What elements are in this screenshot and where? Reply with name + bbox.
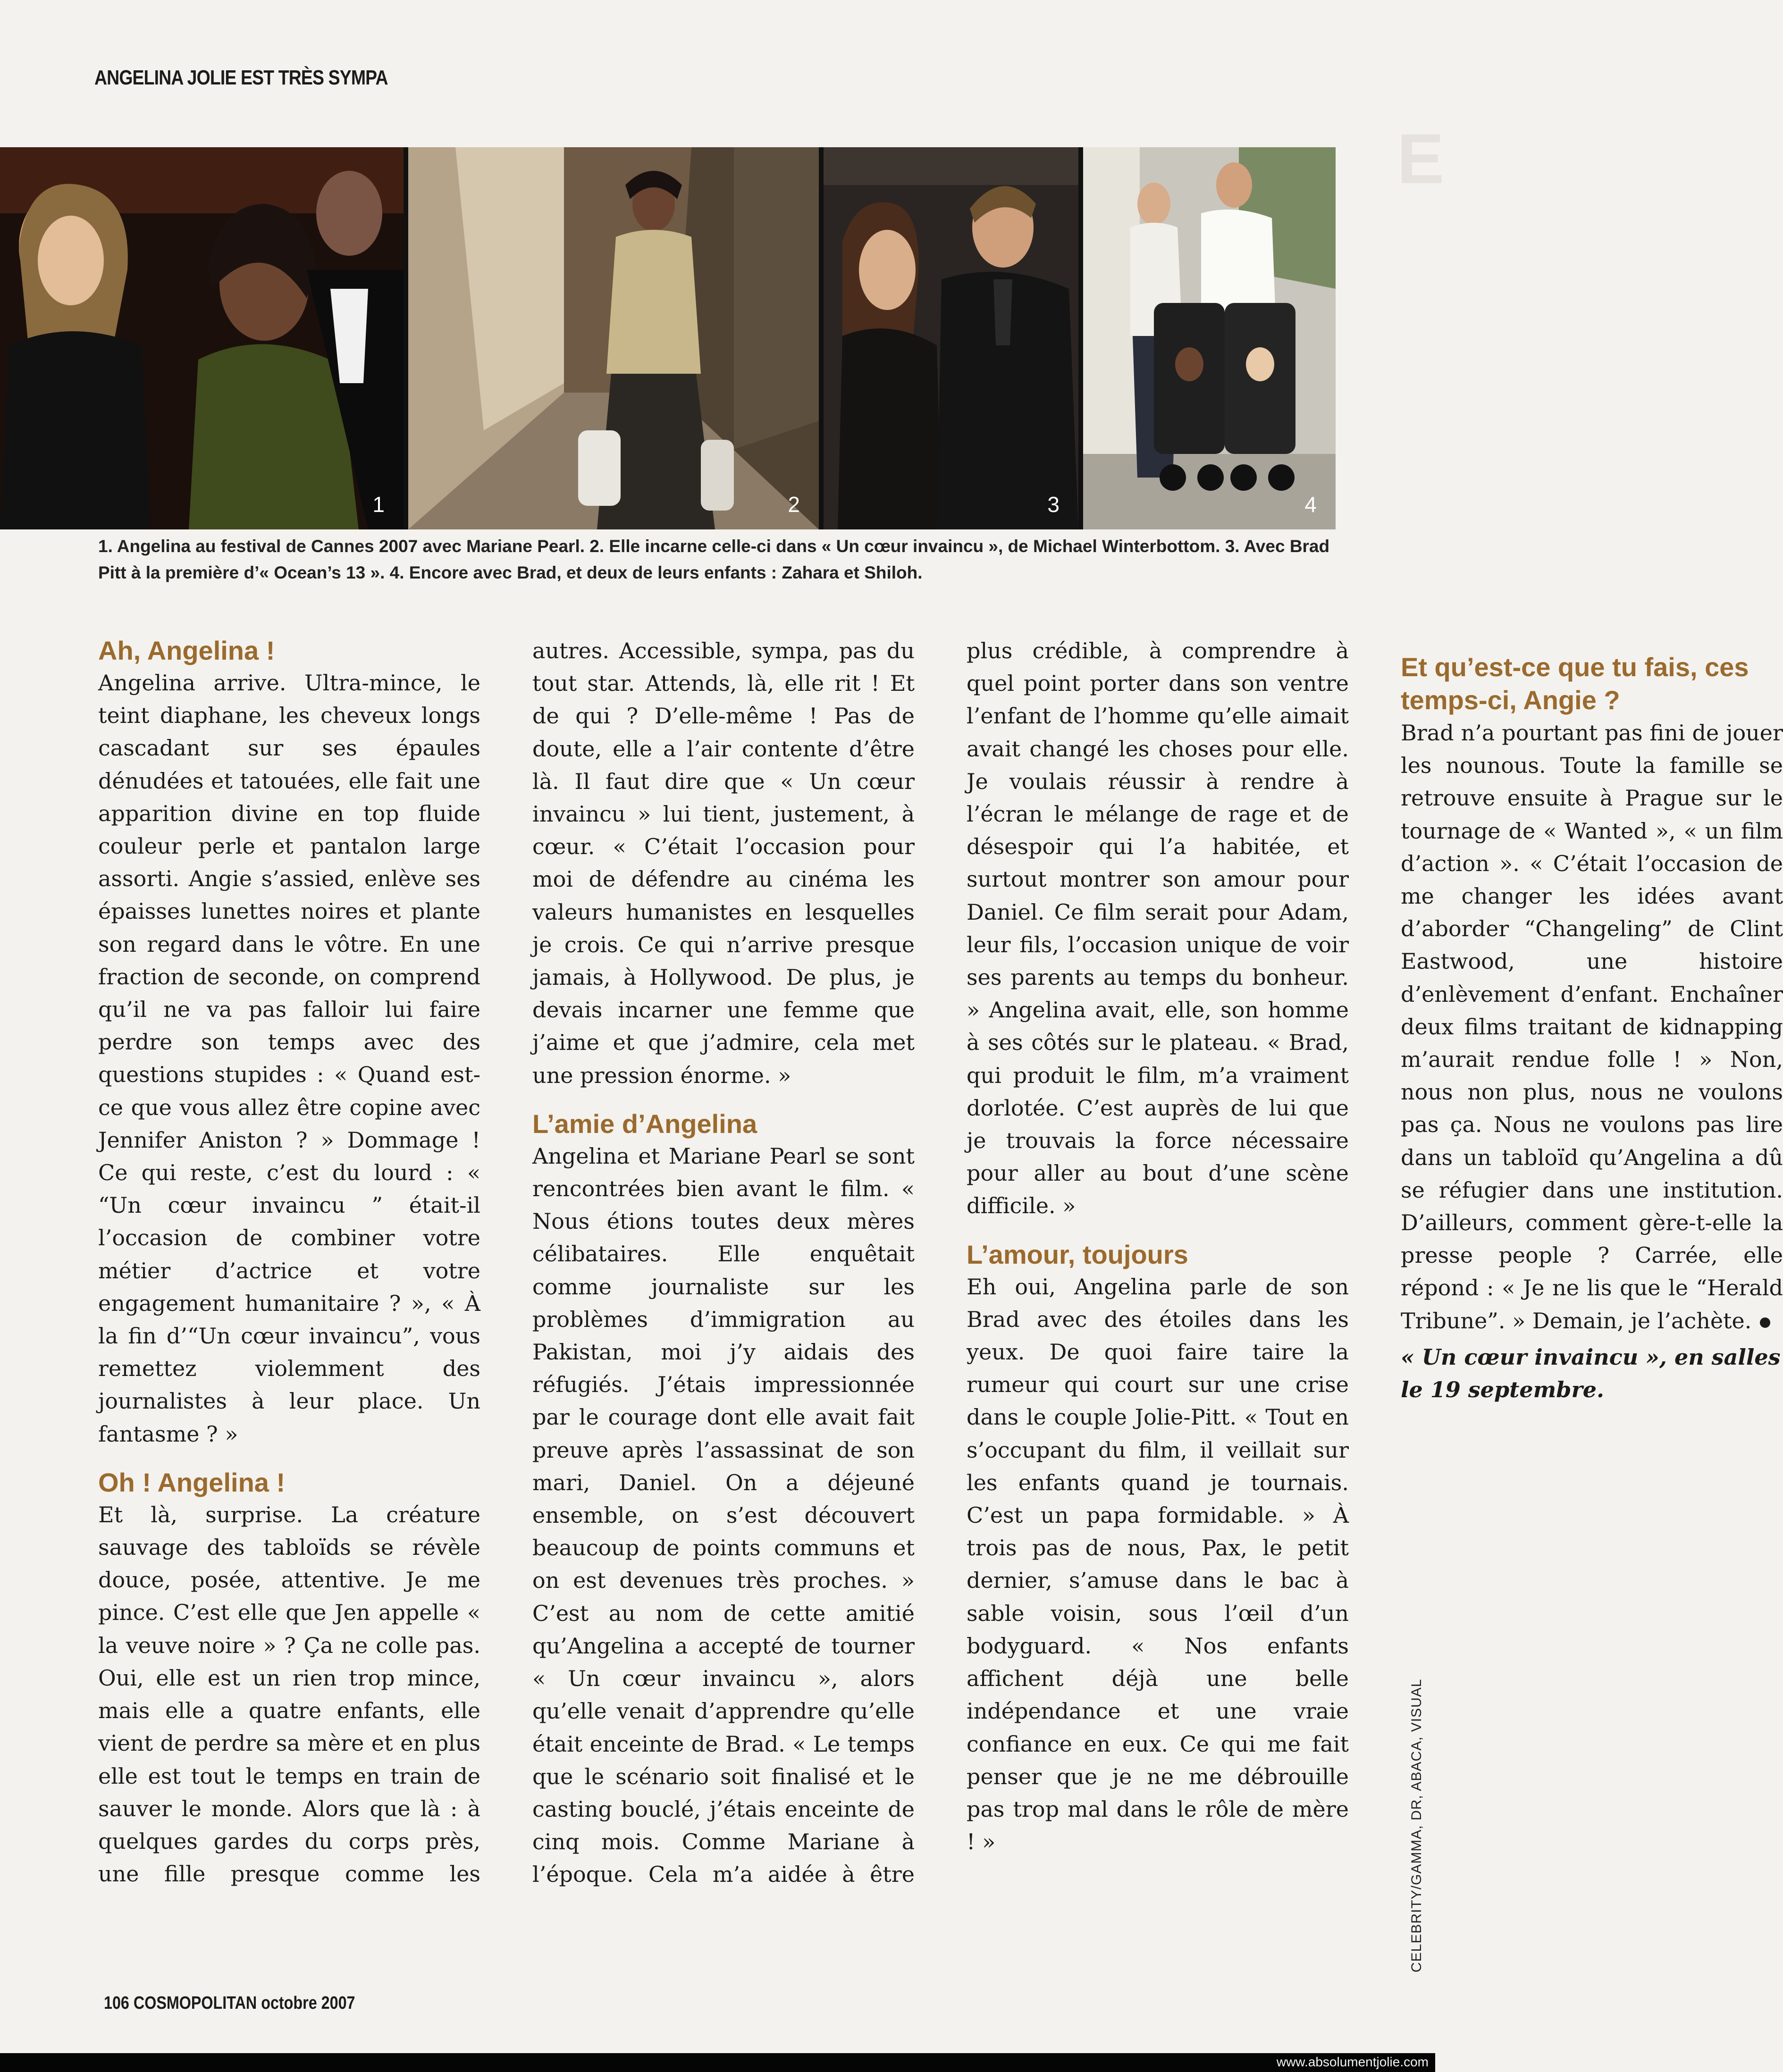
heading-amour-toujours: L’amour, toujours: [967, 1239, 1188, 1269]
photo-premiere: [824, 147, 1078, 529]
photo-strip: [0, 147, 1336, 529]
bottom-bar: [0, 2053, 1435, 2072]
photo-number: 1: [372, 492, 385, 517]
paragraph-projets-text: Brad n’a pourtant pas fini de jouer les nounous. Toute la famille se retrouve ensuite à Prague sur le tournage de « Wanted », « un film d’action ». « C’était l’occasion de me changer les idées avant d’aborder “Changeling” de Clint Eastwood, une histoire d’enlèvement d’enfant. Enchaîner deux films traitant de kidnapping m’aurait rendue folle ! » Non, nous non plus, nous ne voulons pas ça. Nous ne voulons pas lire dans un tabloïd qu’Angelina a dû se réfugier dans une institution. D’ailleurs, comment gère-t-elle la presse people ? Carrée, elle répond : « Je ne lis que le “Herald Tribune”. » Demain, je l’achète.: [1401, 720, 1783, 1334]
section-kicker: ANGELINA JOLIE EST TRÈS SYMPA: [94, 66, 388, 89]
page-folio: 106 COSMOPOLITAN octobre 2007: [104, 1993, 355, 2013]
photo-cannes: [0, 147, 404, 529]
photo-credit: CELEBRITY/GAMMA, DR, ABACA, VISUAL: [1409, 1678, 1424, 1972]
photo-number: 3: [1047, 492, 1060, 517]
photo-caption: 1. Angelina au festival de Cannes 2007 avec Mariane Pearl. 2. Elle incarne celle-ci dans « Un cœur invaincu », de Michael Winterbottom. 3. Avec Brad Pitt à la première d’« Ocean’s 13 ». 4. Encore avec Brad, et deux de leurs enfants : Zahara et Shiloh.: [98, 537, 1330, 582]
photo-cannes-image: [0, 147, 404, 529]
heading-ah-angelina: Ah, Angelina !: [98, 636, 275, 665]
paragraph-intro: Angelina arrive. Ultra-mince, le teint diaphane, les cheveux longs cascadant sur ses épaules dénudées et tatouées, elle fait une apparition divine en top fluide couleur perle et pantalon large assorti. Angie s’assied, enlève ses épaisses lunettes noires et plante son regard dans le vôtre. En une fraction de seconde, on comprend qu’il ne va pas falloir lui faire perdre son temps avec des questions stupides : « Quand est-ce que vous allez être copine avec Jennifer Aniston ? » Dommage ! Ce qui reste, c’est du lourd : « “Un cœur invaincu ” était-il l’occasion de combiner votre métier d’actrice et votre engagement humanitaire ? », « À la fin d’“Un cœur invaincu”, vous remettez violemment des journalistes à leur place. Un fantasme ? »: [98, 670, 480, 1447]
photo-number: 4: [1304, 492, 1317, 517]
paragraph-surprise: Et là, surprise. La créature sauvage des tabloïds se révèle douce, posée, attentive. Je me pince. C’est elle que Jen appelle « la veuve noire » ? Ça ne colle pas. Oui, elle est un rien trop mince, mais elle a quatre enfants, elle vient de perdre sa mère et en plus elle est tout le temps en train de sauver le monde. Alors que là : à quelques gardes du corps près, une fille presque comme les autres. Accessible, sympa, pas du tout star. Attends, là, elle rit ! Et de qui ? D’elle-même ! Pas de doute, elle a l’air contente d’être là. Il faut dire que « Un cœur invaincu » lui tient, justement, à cœur. « C’était l’occasion pour moi de défendre au cinéma les valeurs humanistes en lesquelles je crois. Ce qui n’arrive presque jamais, à Hollywood. De plus, je devais incarner une femme que j’aime et que j’admire, cela met une pression énorme. »: [98, 638, 915, 1887]
photo-premiere-image: [824, 147, 1078, 529]
paragraph-amitie: Angelina et Mariane Pearl se sont rencontrées bien avant le film. « Nous étions toutes deux mères célibataires. Elle enquêtait comme journaliste sur les problèmes d’immigration au Pakistan, moi j’y aidais des réfugiés. J’étais impressionnée par le courage dont elle avait fait preuve après l’assassinat de son mari, Daniel. On a déjeuné ensemble, on s’est découvert beaucoup de points communs et on est devenues très proches. » C’est au nom de cette amitié qu’Angelina a accepté de tourner « Un cœur invaincu », alors qu’elle venait d’apprendre qu’elle était enceinte de Brad. « Le temps que le scénario soit finalisé et le casting bouclé, j’étais enceinte de cinq mois. Comme Mariane à l’époque. Cela m’a aidée à être plus crédible, à comprendre à quel point porter dans son ventre l’enfant de l’homme qu’elle aimait avait changé les choses pour elle. Je voulais réussir à rendre à l’écran le mélange de rage et de désespoir qui l’a habitée, et surtout montrer son amour pour Daniel. Ce film serait pour Adam, leur fils, l’occasion unique de voir ses parents au temps du bonheur. » Angelina avait, elle, son homme à ses côtés sur le plateau. « Brad, qui produit le film, m’a vraiment dorlotée. C’est auprès de lui que je trouvais la force nécessaire pour aller au bout d’une scène difficile. »: [532, 638, 1349, 1887]
heading-oh-angelina: Oh ! Angelina !: [98, 1467, 286, 1497]
heading-amie-angelina: L’amie d’Angelina: [532, 1108, 757, 1139]
heading-ces-temps-ci: Et qu’est-ce que tu fais, ces temps-ci, Angie ?: [1401, 652, 1749, 715]
photo-family: [1083, 147, 1336, 529]
photo-number: 2: [788, 492, 800, 517]
cream-top: [606, 230, 701, 374]
watermark: www.absolumentjolie.com: [1276, 2055, 1429, 2069]
photo-street-image: [408, 147, 819, 529]
end-mark-icon: [1760, 1317, 1770, 1328]
bleed-letter-decoration: E: [1397, 119, 1445, 198]
release-note: « Un cœur invaincu », en salles le 19 septembre.: [1401, 1344, 1781, 1403]
photo-family-image: [1083, 147, 1336, 529]
photo-street: [408, 147, 819, 529]
paragraph-amour: Eh oui, Angelina parle de son Brad avec des étoiles dans les yeux. De quoi faire taire la rumeur qui court sur une crise dans le couple Jolie-Pitt. « Tout en s’occupant du film, il veillait sur les enfants quand je tournais. C’est un papa formidable. » À trois pas de nous, Pax, le petit dernier, s’amuse dans le bac à sable voisin, sous l’œil d’un bodyguard. « Nos enfants affichent déjà une belle indépendance et une vraie confiance en eux. Ce qui me fait penser que je ne me débrouille pas trop mal dans le rôle de mère ! »: [967, 1274, 1349, 1855]
paragraph-projets: [1401, 717, 1783, 1337]
